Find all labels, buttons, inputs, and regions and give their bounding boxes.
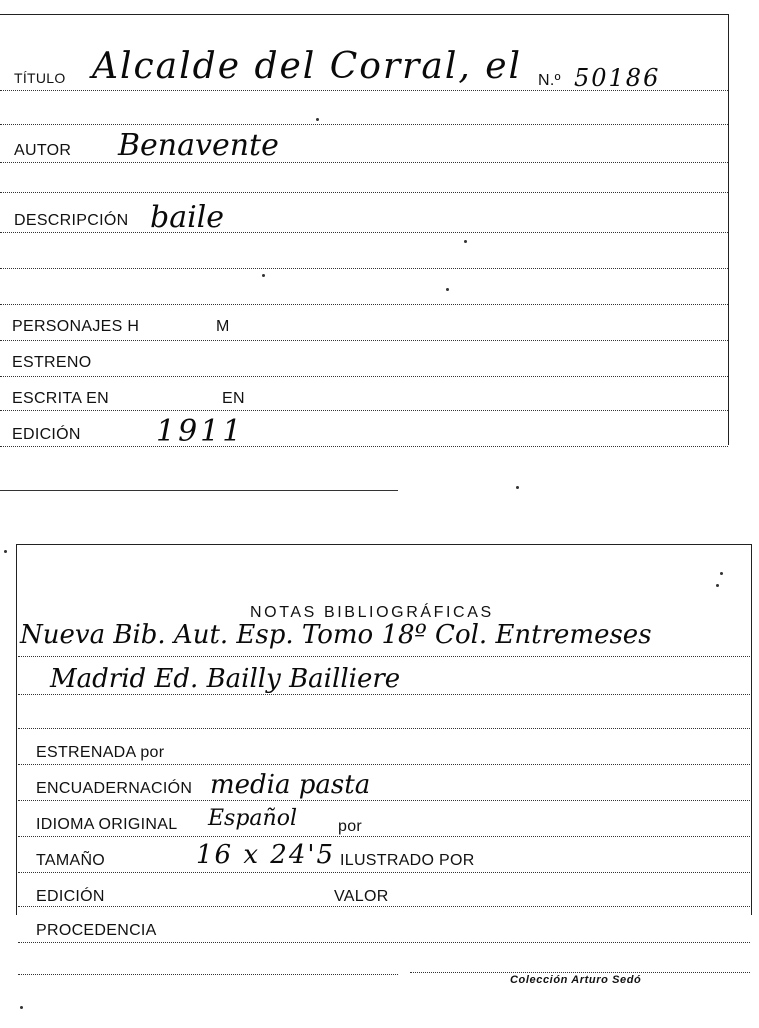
scan-speck xyxy=(262,274,265,277)
escrita-en-label: EN xyxy=(222,390,245,407)
por-label: por xyxy=(338,818,363,835)
scan-speck xyxy=(516,486,519,489)
titulo-value: Alcalde del Corral, el xyxy=(92,46,523,87)
rule-estreno xyxy=(0,376,728,377)
card-edge-line xyxy=(0,490,398,491)
rule-2 xyxy=(0,124,728,125)
personajes-label: PERSONAJES H xyxy=(12,318,140,335)
rule-notes-1 xyxy=(18,656,750,657)
rule-6 xyxy=(0,268,728,269)
collection-credit: Colección Arturo Sedó xyxy=(510,974,642,986)
rule-final-right xyxy=(410,972,750,973)
idioma-value: Español xyxy=(208,806,297,831)
rule-tamano xyxy=(18,872,750,873)
rule-autor xyxy=(0,162,728,163)
rule-edicion-bottom xyxy=(18,906,750,907)
rule-encuadernacion xyxy=(18,800,750,801)
tamano-value: 16 x 24'5 xyxy=(196,840,336,870)
rule-procedencia xyxy=(18,942,750,943)
rule-descripcion xyxy=(0,232,728,233)
ilustrado-label: ILUSTRADO POR xyxy=(340,852,475,869)
scan-speck xyxy=(446,288,449,291)
estrenada-label: ESTRENADA por xyxy=(36,744,165,761)
valor-label: VALOR xyxy=(334,888,389,905)
edicion-label: EDICIÓN xyxy=(12,426,81,443)
rule-final-left xyxy=(18,974,398,975)
edicion-value: 1911 xyxy=(156,414,245,449)
number-label: N.º xyxy=(538,72,561,89)
edicion-bottom-label: EDICIÓN xyxy=(36,888,105,905)
rule-idioma xyxy=(18,836,750,837)
notes-line-1: Nueva Bib. Aut. Esp. Tomo 18º Col. Entremeses xyxy=(20,620,652,650)
encuadernacion-value: media pasta xyxy=(210,770,371,800)
idioma-label: IDIOMA ORIGINAL xyxy=(36,816,178,833)
rule-escrita xyxy=(0,410,728,411)
autor-value: Benavente xyxy=(118,128,279,163)
rule-notes-2 xyxy=(18,694,750,695)
scan-speck xyxy=(4,550,7,553)
escrita-label: ESCRITA EN xyxy=(12,390,109,407)
rule-titulo xyxy=(0,90,728,91)
number-value: 50186 xyxy=(574,64,661,92)
rule-7 xyxy=(0,304,728,305)
rule-estrenada xyxy=(18,764,750,765)
titulo-label: TÍTULO xyxy=(14,70,66,86)
scan-speck xyxy=(720,572,723,575)
rule-personajes xyxy=(0,340,728,341)
descripcion-label: DESCRIPCIÓN xyxy=(14,212,129,229)
rule-4 xyxy=(0,192,728,193)
rule-edicion xyxy=(0,446,728,447)
procedencia-label: PROCEDENCIA xyxy=(36,922,157,939)
descripcion-value: baile xyxy=(150,200,225,235)
scan-speck xyxy=(716,584,719,587)
estreno-label: ESTRENO xyxy=(12,354,92,371)
encuadernacion-label: ENCUADERNACIÓN xyxy=(36,780,193,797)
scan-speck xyxy=(316,118,319,121)
scan-speck xyxy=(464,240,467,243)
autor-label: AUTOR xyxy=(14,142,72,159)
rule-notes-3 xyxy=(18,728,750,729)
notas-heading: NOTAS BIBLIOGRÁFICAS xyxy=(250,604,494,621)
notes-line-2: Madrid Ed. Bailly Bailliere xyxy=(50,664,401,694)
scan-speck xyxy=(20,1006,23,1009)
tamano-label: TAMAÑO xyxy=(36,852,106,869)
personajes-m-label: M xyxy=(216,318,230,335)
